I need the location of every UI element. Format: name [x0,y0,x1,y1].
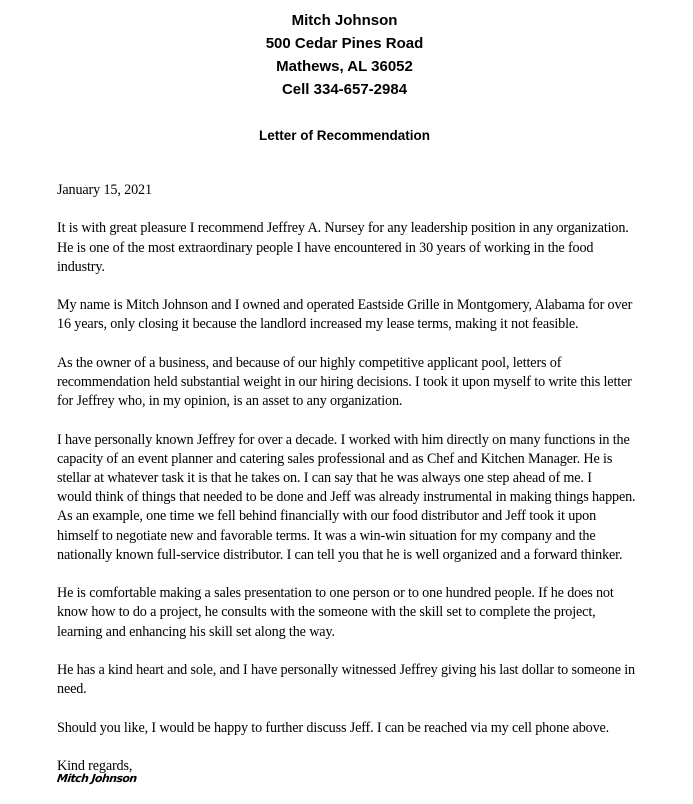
sender-city-state-zip: Mathews, AL 36052 [276,58,413,75]
sender-phone: Cell 334-657-2984 [281,81,408,98]
paragraph-2: My name is Mitch Johnson and I owned and operated Eastside Grille in Montgomery, Alabama for over 16 years, only closing it because the landlord increased my lease terms, making it not feasible. [57,297,633,333]
signature: Mitch Johnson [56,772,138,785]
paragraph-5: He is comfortable making a sales presentation to one person or to one hundred people. If he does not know how to do a project, he consults with the someone with the skill set to complete the project, learning and enhancing his skill set along the way. [57,585,614,640]
sender-name: Mitch Johnson [291,12,398,29]
letter-title: Letter of Recommendation [258,128,431,143]
closing: Kind regards, [57,757,133,774]
paragraph-7: Should you like, I would be happy to further discuss Jeff. I can be reached via my cell phone above. [57,719,610,736]
paragraph-4: I have personally known Jeffrey for over a decade. I worked with him directly on many functions in the capacity of an event planner and catering sales professional and as Chef and Kitchen Manager. He is stellar at whatever task it is that he takes on. I can say that he was always one step ahead of me. I would think of things that needed to be done and Jeff was already instrumental in making things happen. As an example, one time we fell behind financially with our food distributor and Jeff took it upon himself to negotiate new and favorable terms. It was a win-win situation for my company and the nationally known full-service distributor. I can tell you that he is well organized and a forward thinker. [57,431,636,563]
letter-body [57,181,677,795]
letterhead [0,9,693,101]
paragraph-3: As the owner of a business, and because of our highly competitive applicant pool, letters of recommendation held substantial weight in our hiring decisions. I took it upon myself to write this letter for Jeffrey who, in my opinion, is an asset to any organization. [57,354,632,410]
paragraph-6: He has a kind heart and sole, and I have personally witnessed Jeffrey giving his last dollar to someone in need. [57,661,635,698]
sender-street: 500 Cedar Pines Road [265,35,424,52]
letter-title-block [0,127,693,145]
paragraph-1: It is with great pleasure I recommend Jeffrey A. Nursey for any leadership position in any organization. He is one of the most extraordinary people I have encountered in 30 years of working in the food industry. [57,220,629,275]
letter-date: January 15, 2021 [57,182,152,198]
